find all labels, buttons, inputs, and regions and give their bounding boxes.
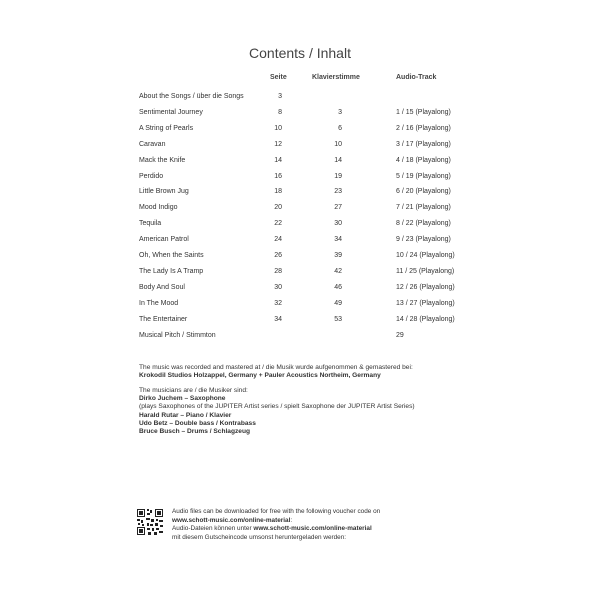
toc-title: Musical Pitch / Stimmton <box>139 331 216 339</box>
qr-code-icon <box>137 509 163 535</box>
toc-row <box>0 124 600 134</box>
toc-page: 30 <box>274 283 282 291</box>
toc-title: American Patrol <box>139 236 189 244</box>
toc-row <box>0 156 600 166</box>
toc-page: 28 <box>274 267 282 275</box>
toc-row <box>0 108 600 118</box>
recording-studios: Krokodil Studios Holzappel, Germany + Pauler Acoustics Northeim, Germany <box>139 372 381 380</box>
toc-audio-track: 2 / 16 (Playalong) <box>396 124 451 132</box>
toc-piano-page: 14 <box>334 156 342 164</box>
toc-page: 16 <box>274 172 282 180</box>
toc-audio-track: 9 / 23 (Playalong) <box>396 236 451 244</box>
toc-piano-page: 42 <box>334 267 342 275</box>
musicians-info <box>139 387 415 436</box>
musician-line: Dirko Juchem – Saxophone <box>139 395 226 403</box>
recording-info <box>139 364 413 380</box>
toc-audio-track: 7 / 21 (Playalong) <box>396 204 451 212</box>
toc-title: The Entertainer <box>139 315 188 323</box>
toc-page: 12 <box>274 140 282 148</box>
recording-intro: The music was recorded and mastered at / die Musik wurde aufgenommen & gemastered bei: <box>139 364 413 371</box>
toc-row <box>0 331 600 341</box>
toc-page: 32 <box>274 299 282 307</box>
toc-title: Mood Indigo <box>139 204 178 212</box>
musician-line: Bruce Busch – Drums / Schlagzeug <box>139 428 251 436</box>
toc-title: Perdido <box>139 172 164 180</box>
download-de-text-line2: mit diesem Gutscheincode umsonst heruntergeladen werden: <box>172 533 347 541</box>
toc-title: Sentimental Journey <box>139 108 203 116</box>
toc-page: 10 <box>274 124 282 132</box>
download-url-link[interactable]: www.schott-music.com/online-material <box>172 516 291 524</box>
page-title: Contents / Inhalt <box>249 45 351 61</box>
toc-audio-track: 12 / 26 (Playalong) <box>396 283 455 291</box>
toc-page: 24 <box>274 236 282 244</box>
toc-audio-track: 29 <box>396 331 404 339</box>
toc-piano-page: 53 <box>334 315 342 323</box>
toc-row <box>0 315 600 325</box>
download-info <box>172 508 380 542</box>
toc-row <box>0 140 600 150</box>
toc-row <box>0 235 600 245</box>
toc-title: In The Mood <box>139 299 179 307</box>
toc-row <box>0 172 600 182</box>
toc-audio-track: 13 / 27 (Playalong) <box>396 299 455 307</box>
toc-title: Mack the Knife <box>139 156 186 164</box>
toc-row <box>0 251 600 261</box>
toc-audio-track: 3 / 17 (Playalong) <box>396 140 451 148</box>
toc-page: 3 <box>278 93 282 100</box>
toc-title: Caravan <box>139 140 166 148</box>
toc-title: A String of Pearls <box>139 124 194 132</box>
toc-piano-page: 23 <box>334 188 342 196</box>
download-en-text: Audio files can be downloaded for free with the following voucher code on <box>172 508 381 515</box>
toc-page: 22 <box>274 220 282 228</box>
toc-piano-page: 3 <box>338 108 342 116</box>
toc-page: 14 <box>274 156 282 164</box>
toc-audio-track: 4 / 18 (Playalong) <box>396 156 451 164</box>
toc-piano-page: 6 <box>338 124 342 132</box>
header-audio-track: Audio-Track <box>396 74 437 81</box>
toc-title: The Lady Is A Tramp <box>139 267 204 275</box>
toc-piano-page: 39 <box>334 252 342 259</box>
header-seite: Seite <box>270 74 287 81</box>
download-en-suffix: : <box>290 516 293 524</box>
toc-row <box>0 92 600 102</box>
toc-page: 18 <box>274 188 282 196</box>
toc-audio-track: 10 / 24 (Playalong) <box>396 252 455 259</box>
toc-audio-track: 14 / 28 (Playalong) <box>396 315 455 323</box>
toc-piano-page: 49 <box>334 299 342 307</box>
musician-line: (plays Saxophones of the JUPITER Artist series / spielt Saxophone der JUPITER Artist Series) <box>139 403 415 411</box>
toc-page: 34 <box>274 315 282 323</box>
toc-row <box>0 283 600 293</box>
toc-piano-page: 30 <box>334 220 342 228</box>
toc-audio-track: 1 / 15 (Playalong) <box>396 108 451 116</box>
toc-page: 26 <box>274 252 282 259</box>
header-klavierstimme: Klavierstimme <box>312 74 360 81</box>
toc-title: Tequila <box>139 220 162 228</box>
toc-page: 20 <box>274 204 282 212</box>
toc-piano-page: 19 <box>334 172 342 180</box>
toc-piano-page: 27 <box>334 204 342 212</box>
toc-title: About the Songs / über die Songs <box>139 93 244 100</box>
musician-line: Udo Betz – Double bass / Kontrabass <box>139 419 256 427</box>
toc-piano-page: 10 <box>334 140 342 148</box>
toc-row <box>0 299 600 309</box>
toc-audio-track: 11 / 25 (Playalong) <box>396 267 455 275</box>
toc-title: Oh, When the Saints <box>139 252 204 259</box>
toc-row <box>0 219 600 229</box>
toc-title: Body And Soul <box>139 283 185 291</box>
toc-piano-page: 34 <box>334 236 342 244</box>
toc-row <box>0 267 600 277</box>
toc-title: Little Brown Jug <box>139 188 189 196</box>
download-de-text: Audio-Dateien können unter <box>172 525 254 532</box>
toc-page: 8 <box>278 108 282 116</box>
download-url-link-de[interactable]: www.schott-music.com/online-material <box>253 525 372 532</box>
toc-audio-track: 5 / 19 (Playalong) <box>396 172 451 180</box>
toc-piano-page: 46 <box>334 283 342 291</box>
musician-line: Harald Rutar – Piano / Klavier <box>139 411 232 419</box>
toc-row <box>0 187 600 197</box>
toc-audio-track: 8 / 22 (Playalong) <box>396 220 451 228</box>
toc-row <box>0 203 600 213</box>
toc-audio-track: 6 / 20 (Playalong) <box>396 188 451 196</box>
musicians-intro: The musicians are / die Musiker sind: <box>139 387 248 394</box>
